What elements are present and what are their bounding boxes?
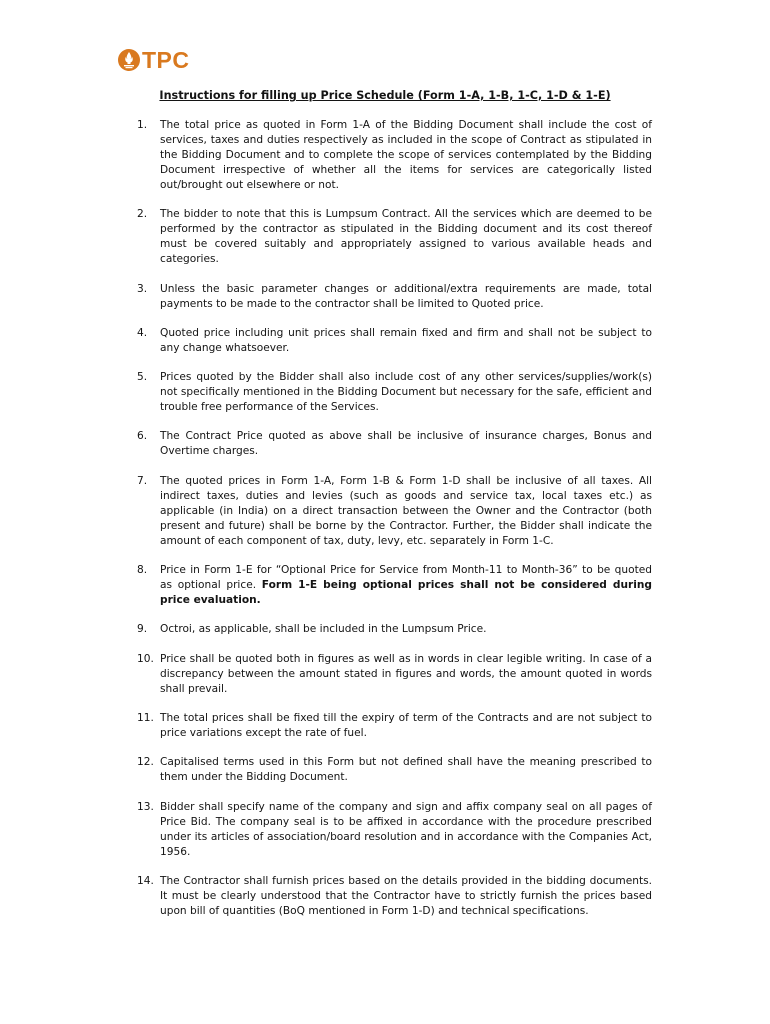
item-number: 4. [137, 326, 148, 339]
company-logo [118, 46, 190, 74]
item-text: Prices quoted by the Bidder shall also include cost of any other services/supplies/work(s) not specifically mentioned in the Bidding Document but necessary for the safe, efficient and trouble free performance of the Services. [160, 371, 652, 414]
item-text: Price shall be quoted both in figures as well as in words in clear legible writing. In case of a discrepancy between the amount stated in figures and words, the amount quoted in words shall prevail. [160, 652, 652, 695]
item-text: The total price as quoted in Form 1-A of the Bidding Document shall include the cost of services, taxes and duties respectively as included in the scope of Contract as stipulated in the Bidding Document and to complete the scope of services contemplated by the Bidding Document irrespective of whether all the items for services are categorically listed out/brought out elsewhere or not. [160, 119, 652, 191]
item-text: Quoted price including unit prices shall remain fixed and firm and shall not be subject to any change whatsoever. [160, 326, 652, 354]
item-text: Price in Form 1-E for “Optional Price for Service from Month-11 to Month-36” to be quoted as optional price. [160, 564, 652, 592]
item-text: Capitalised terms used in this Form but not defined shall have the meaning prescribed to them under the Bidding Document. [160, 756, 652, 784]
item-number: 6. [137, 430, 148, 443]
list-item [137, 711, 652, 741]
item-text: Bidder shall specify name of the company and sign and affix company seal on all pages of Price Bid. The company seal is to be affixed in accordance with the procedure prescribed under its articles of association/board resolution and in accordance with the Companies Act, 1956. [160, 800, 652, 858]
item-bold-text: Form 1-E being optional prices shall not be considered during price evaluation. [160, 579, 653, 607]
list-item [137, 118, 652, 193]
item-text: Octroi, as applicable, shall be included in the Lumpsum Price. [160, 623, 487, 636]
page-title: Instructions for filling up Price Schedule (Form 1-A, 1-B, 1-C, 1-D & 1-E) [159, 89, 611, 102]
list-item [137, 874, 652, 919]
instructions-list [137, 118, 652, 933]
list-item [137, 207, 652, 267]
list-item [137, 652, 652, 697]
item-number: 13. [137, 800, 154, 813]
item-number: 2. [137, 208, 148, 221]
item-number: 5. [137, 371, 148, 384]
item-number: 3. [137, 282, 148, 295]
list-item [137, 429, 652, 459]
item-text: The total prices shall be fixed till the expiry of term of the Contracts and are not subject to price variations except the rate of fuel. [160, 711, 652, 739]
item-text: The quoted prices in Form 1-A, Form 1-B & Form 1-D shall be inclusive of all taxes. All indirect taxes, duties and levies (such as goods and service tax, local taxes etc.) as applicable (in India) on a direct transaction between the Owner and the Contractor (both present and future) shall be borne by the Contractor. Further, the Bidder shall indicate the amount of each component of tax, duty, levy, etc. separately in Form 1-C. [160, 474, 652, 547]
item-number: 8. [137, 564, 148, 577]
item-text: The Contract Price quoted as above shall be inclusive of insurance charges, Bonus and Overtime charges. [160, 430, 652, 458]
list-item [137, 370, 652, 415]
list-item [137, 563, 652, 608]
item-number: 1. [137, 119, 148, 131]
item-text: The bidder to note that this is Lumpsum Contract. All the services which are deemed to be performed by the contractor as stipulated in the Bidding document and its cost thereof must be covered suitably and appropriately assigned to various available heads and categories. [160, 208, 652, 266]
list-item [137, 326, 652, 356]
list-item [137, 755, 652, 785]
list-item [137, 282, 652, 312]
item-number: 9. [137, 623, 148, 636]
item-number: 10. [137, 652, 154, 665]
list-item [137, 474, 652, 549]
item-number: 11. [137, 711, 154, 724]
otpc-flame-logo-icon [118, 49, 140, 71]
item-number: 14. [137, 874, 154, 887]
item-text: The Contractor shall furnish prices based on the details provided in the bidding documents. It must be clearly understood that the Contractor have to strictly furnish the prices based upon bill of quantities (BoQ mentioned in Form 1-D) and technical specifications. [160, 874, 652, 917]
list-item [137, 622, 652, 637]
item-text: Unless the basic parameter changes or additional/extra requirements are made, total payments to be made to the contractor shall be limited to Quoted price. [160, 282, 652, 310]
logo-text: TPC [142, 47, 190, 73]
list-item [137, 800, 652, 860]
item-number: 7. [137, 474, 148, 487]
item-number: 12. [137, 756, 154, 769]
